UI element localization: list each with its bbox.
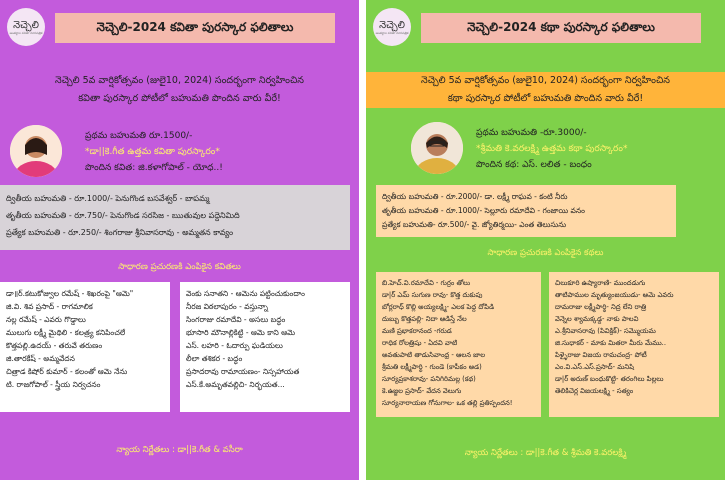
list-item: డా|ర్ ఎమ్ సుగుణ రావు- కొత్త దుకుపు — [382, 291, 483, 299]
other-prizes-list — [376, 185, 676, 237]
list-item: నీరజ విఠలాపురం - వస్తున్నా — [186, 302, 268, 311]
selected-poems-list-right — [180, 282, 350, 412]
second-prize: ద్వితీయ బహుమతి - రూ.1000/- పెనుగొండ బసవేశ్వర్ - బాపమ్మ — [6, 194, 210, 203]
logo-text: నెచ్చెలి — [13, 19, 39, 31]
second-prize: ద్వితీయ బహుమతి - రూ.2000/- డా. లక్ష్మీ రాఘవ - కంటి నీరు — [382, 192, 568, 201]
list-item: ఎస్.కే.అమృతవల్లిచి- నిర్భయత... — [186, 380, 285, 389]
intro-line-1: నెచ్చెలి 5వ వార్షికోత్సవం (జులై10, 2024) సందర్భంగా నిర్వహించిన — [421, 75, 670, 86]
intro-line-2: కవితా పురస్కార పోటీలో బహుమతి పొందిన వారు వీరే! — [78, 93, 281, 104]
list-item: సింగరాజు రమాదేవి - అసలు బద్ధం — [186, 315, 286, 324]
list-item: శ్రీమతి లక్ష్మీపార్థి - గుండె (కాపీకం అడ) — [382, 363, 482, 371]
first-prize-amount: ప్రథమ బహుమతి రూ.1500/- — [85, 131, 193, 141]
list-item: తెలికిచెర్ల విజయలక్ష్మి - సత్యం — [555, 387, 634, 395]
list-item: కొత్తపల్లి.ఉదయ్ - తరువే తరుణం — [6, 341, 103, 350]
list-item: సూర్యప్రకాశరావు- పనిగిరిమల్ల (కథ) — [382, 375, 476, 383]
first-prize-block — [476, 125, 721, 173]
story-results-panel — [366, 0, 725, 480]
list-item: ఎ.శ్రీనివాసరావు (పివిక్రిక్)- సమ్మొయమ — [555, 327, 656, 335]
list-item: ములుగు లక్ష్మీ మైథిలి - కలత్ర్య కనిపించలే — [6, 328, 126, 337]
selected-stories-list-right — [549, 272, 719, 417]
winner-photo — [10, 125, 62, 177]
first-prize-amount: ప్రథమ బహుమతి -రూ.3000/- — [476, 128, 587, 138]
list-item: దుబ్బు కొత్తపల్లి- నిదా ఆడిస్తే నేల — [382, 315, 467, 323]
selected-stories-heading: సాధారణ ప్రచురణకి ఎంపికైన కథలు — [487, 248, 604, 258]
list-item: జి.వి. శివ ప్రసాద్ - రాగమాలిక — [6, 302, 93, 311]
list-item: మణి ప్రభాకరానంద -గరుడ — [382, 327, 452, 335]
list-item: వెన్నెల శ్యామక్కడ్డ- నాకు పాలవి — [555, 315, 639, 323]
list-item: ఎస్. లహరి - ఓదార్పు ఘడియలు — [186, 341, 283, 350]
list-item: సూర్యనారాయణ గోనుగాల- ఒక తల్లి ప్రతిస్పందన! — [382, 399, 513, 407]
list-item: జి.తారకేష్ - అమ్మవేదన — [6, 354, 75, 363]
winner-photo — [411, 122, 463, 174]
first-prize-block — [85, 128, 355, 176]
list-item: డా|ర్ అరుణ్ బంధుకొట్టి- తరంగిలు పిల్లలు — [555, 375, 664, 383]
list-item: వెంకు సనాతని - ఆమెను పట్టించుకుందాం — [186, 289, 305, 298]
special-prize: ప్రత్యేక బహుమతి - రూ.250/- శింగరాజు శ్రీనివాసరావు - అమ్మతన కావ్యం — [6, 228, 234, 237]
list-item: చిత్రాడ కిషోర్ కుమార్ - కలంతో ఆమె నేను — [6, 367, 128, 376]
poetry-results-panel — [0, 0, 359, 480]
list-item: బి.హెచ్.వి.రమాదేవి - గుర్రం తోలు — [382, 279, 471, 287]
award-name: *డా||కె.గీత ఉత్తమ కవితా పురస్కారం* — [85, 147, 220, 157]
list-item: దామరాజు లక్ష్మీపార్థి- నిద్ర లేని రాత్రి — [555, 303, 647, 311]
page-title: నెచ్చెలి-2024 కవితా పురస్కార ఫలితాలు — [55, 13, 335, 43]
logo-subtext: అంతర్జాల వనితా మాసపత్రిక — [9, 30, 43, 35]
list-item: లీలా తశికర - బద్ధం — [186, 354, 243, 363]
third-prize: తృతీయ బహుమతి - రూ.750/- పెనుగొండ సరసిజ - ఋతువుల పద్దెనిమిది — [6, 211, 240, 220]
judges-credit: న్యాయ నిర్ణేతలు : డా||కె.గీత & శ్రీమతి కె.వరలక్ష్మి — [464, 448, 627, 458]
list-item: రాధిక రోలత్రిషు - ఏదవి వాటి — [382, 339, 458, 347]
page-title: నెచ్చెలి-2024 కథా పురస్కార ఫలితాలు — [421, 13, 701, 43]
list-item: బోర్లరాధ్ కొల్లి అయ్యలక్ష్మి- ఎలక పెద్ద దోపిడి — [382, 303, 495, 311]
intro-line-2: కథా పురస్కార పోటీలో బహుమతి పొందిన వారు వీరే! — [447, 93, 644, 104]
list-item: జి.సుధాకర్ - మాకు మితరా మీరు మేము.. — [555, 339, 666, 347]
special-prize: ప్రత్యేక బహుమతి- రూ.500/- వై. జ్యోతిర్మయి- ఎంత తెలుసును — [382, 220, 567, 229]
list-item: ప్రసాదరావు రామాయణం- నిస్సహాయత — [186, 367, 300, 376]
list-item: ఎం.వి.ఎస్.ఎస్.ప్రసాద్- మనిషి — [555, 363, 635, 371]
logo-subtext: అంతర్జాల వనితా మాసపత్రిక — [375, 30, 409, 35]
intro-text — [366, 72, 725, 108]
list-item: పిళ్ళైరాజు విజయ రామచంద్ర- పోటీ — [555, 351, 647, 359]
list-item: భూసారి మౌనాల్లికిట్టి - ఆమె కాని ఆమె — [186, 328, 296, 337]
selected-poems-heading: సాధారణ ప్రచురణకి ఎంపికైన కవితలు — [118, 262, 241, 272]
judges-credit: న్యాయ నిర్ణేతలు : డా||కె.గీత & వసీరా — [116, 445, 243, 455]
other-prizes-list — [0, 185, 350, 250]
list-item: చిలుకూరి ఉష్యారాణి- ముందడుగు — [555, 279, 646, 287]
magazine-logo — [373, 8, 411, 46]
list-item: అవతుపాటి తాడుసివాంధ్ర - ఆలన జాల — [382, 351, 486, 359]
list-item: టి. రాజగోపాల్ - స్త్రీయ నిర్వచనం — [6, 380, 101, 389]
intro-text — [0, 72, 359, 108]
logo-text: నెచ్చెలి — [379, 19, 405, 31]
selected-stories-list-left — [376, 272, 541, 417]
award-name: *శ్రీమతి కె.వరలక్ష్మి ఉత్తమ కథా పురస్కారం* — [476, 144, 628, 154]
list-item: డా॥ర్.కటుకోజ్వుల రమేష్ - శిఖరంపై "ఆమె" — [6, 289, 134, 298]
winning-entry: పొందిన కథ: ఎస్. లలిత - బంధం — [476, 160, 592, 170]
selected-poems-list-left — [0, 282, 170, 412]
list-item: నల్ల రమేష్ - ఎవరు గొడ్డాలు — [6, 315, 86, 324]
list-item: కె.ఉజ్జల ప్రసాద్- వేదన వెలుగు — [382, 387, 462, 395]
winning-entry: పొందిన కవిత: జి.కళాగోపాల్ - యోధ..! — [85, 163, 223, 173]
list-item: తాటిపాముల మృత్యుంజయుడు- ఆమె ఎవరు — [555, 291, 674, 299]
magazine-logo — [7, 8, 45, 46]
intro-line-1: నెచ్చెలి 5వ వార్షికోత్సవం (జులై10, 2024) సందర్భంగా నిర్వహించిన — [55, 75, 304, 86]
third-prize: తృతీయ బహుమతి - రూ.1000/- సెల్లూరు రమాదేవి - గంజాయి వనం — [382, 206, 585, 215]
